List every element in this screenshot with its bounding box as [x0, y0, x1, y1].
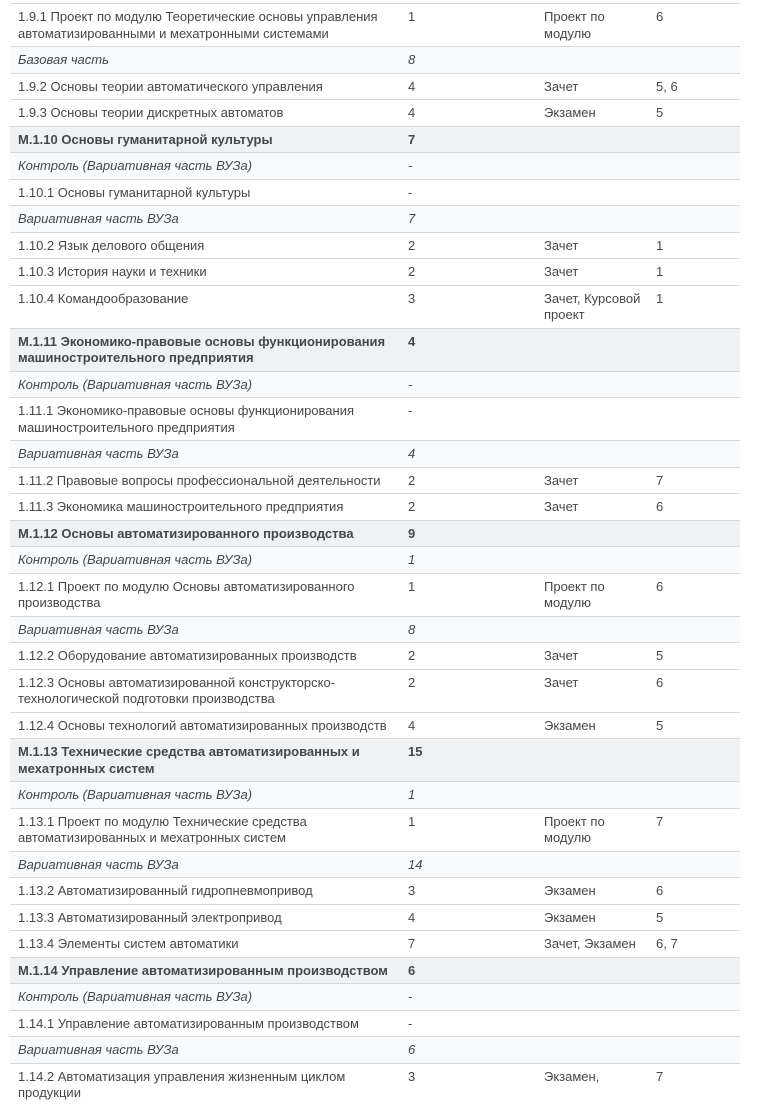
semester-numbers: 6: [656, 674, 664, 690]
course-name: 1.9.3 Основы теории дискретных автоматов: [18, 105, 284, 120]
course-name: Контроль (Вариативная часть ВУЗа): [18, 989, 253, 1004]
assessment-type: [536, 127, 648, 153]
table-row: [10, 616, 740, 643]
credits-value: 6: [408, 1042, 416, 1057]
assessment-type: [536, 782, 648, 808]
table-row: [10, 520, 740, 547]
assessment-type: Проект по модулю: [544, 578, 605, 610]
course-name: 1.13.3 Автоматизированный электропривод: [18, 909, 282, 925]
semester-numbers: [648, 852, 740, 878]
credits-value: 3: [408, 1068, 416, 1084]
course-name: Контроль (Вариативная часть ВУЗа): [18, 158, 253, 173]
table-row: [10, 3, 740, 46]
semester-numbers: 1: [656, 264, 664, 279]
course-name: 1.14.1 Управление автоматизированным производством: [18, 1015, 359, 1031]
semester-numbers: 5: [656, 648, 664, 663]
assessment-type: Зачет: [544, 264, 579, 279]
credits-value: 7: [408, 131, 416, 147]
table-row: [10, 781, 740, 808]
assessment-type: Зачет: [544, 237, 579, 253]
course-name: 1.13.1 Проект по модулю Технические средства автоматизированных и мехатронных систем: [18, 813, 307, 845]
curriculum-table: [10, 3, 740, 1106]
semester-numbers: [648, 958, 740, 984]
credits-value: -: [408, 376, 413, 392]
semester-numbers: [648, 47, 740, 73]
course-name: М.1.13 Технические средства автоматизированных и мехатронных систем: [18, 744, 360, 776]
course-name: М.1.14 Управление автоматизированным производством: [18, 962, 388, 978]
credits-value: -: [408, 403, 413, 418]
assessment-type: [536, 852, 648, 878]
course-name: 1.9.2 Основы теории автоматического управления: [18, 78, 323, 94]
assessment-type: [536, 739, 648, 781]
credits-value: 7: [408, 936, 416, 951]
semester-numbers: [648, 782, 740, 808]
course-name: 1.10.4 Командообразование: [18, 290, 189, 306]
semester-numbers: [648, 329, 740, 371]
course-name: М.1.12 Основы автоматизированного производства: [18, 525, 354, 541]
credits-value: 1: [408, 9, 416, 24]
credits-value: 1: [408, 787, 416, 802]
course-name: М.1.11 Экономико-правовые основы функционирования машиностроительного предприятия: [18, 333, 386, 365]
assessment-type: [536, 521, 648, 547]
course-name: 1.13.2 Автоматизированный гидропневмопривод: [18, 883, 313, 898]
credits-value: 1: [408, 552, 416, 567]
semester-numbers: 6: [656, 499, 664, 514]
credits-value: 2: [408, 472, 416, 488]
course-name: Вариативная часть ВУЗа: [18, 446, 179, 461]
table-row: [10, 877, 740, 904]
credits-value: 1: [408, 813, 416, 829]
table-row: [10, 1063, 740, 1106]
credits-value: 15: [408, 744, 423, 759]
semester-numbers: [648, 153, 740, 179]
course-name: 1.11.1 Экономико-правовые основы функционирования машиностроительного предприятия: [18, 403, 355, 435]
assessment-type: [536, 398, 648, 440]
semester-numbers: 7: [656, 1068, 664, 1084]
semester-numbers: [648, 206, 740, 232]
semester-numbers: 6: [656, 9, 664, 24]
credits-value: 9: [408, 525, 416, 541]
semester-numbers: 5: [656, 909, 664, 925]
table-row: [10, 73, 740, 100]
assessment-type: [536, 153, 648, 179]
assessment-type: Зачет: [544, 499, 579, 514]
table-row: [10, 126, 740, 153]
course-name: Вариативная часть ВУЗа: [18, 1042, 179, 1057]
credits-value: 8: [408, 621, 416, 637]
credits-value: 2: [408, 264, 416, 279]
table-row: [10, 179, 740, 206]
table-row: [10, 669, 740, 712]
assessment-type: Экзамен: [544, 909, 596, 925]
semester-numbers: 6, 7: [656, 936, 678, 951]
credits-value: 2: [408, 499, 416, 514]
semester-numbers: 6: [656, 578, 664, 594]
table-row: [10, 467, 740, 494]
assessment-type: Экзамен,: [544, 1068, 600, 1084]
semester-numbers: [648, 180, 740, 206]
semester-numbers: 5: [656, 717, 664, 733]
course-name: 1.10.2 Язык делового общения: [18, 237, 205, 253]
table-row: [10, 285, 740, 328]
table-row: [10, 440, 740, 467]
table-row: [10, 957, 740, 984]
credits-value: -: [408, 989, 413, 1004]
table-row: [10, 930, 740, 957]
course-name: 1.11.2 Правовые вопросы профессиональной деятельности: [18, 472, 381, 488]
assessment-type: [536, 372, 648, 398]
assessment-type: [536, 1011, 648, 1037]
assessment-type: Зачет: [544, 674, 579, 690]
assessment-type: Зачет: [544, 472, 579, 488]
credits-value: 3: [408, 883, 416, 898]
assessment-type: [536, 180, 648, 206]
table-row: [10, 46, 740, 73]
course-name: 1.12.2 Оборудование автоматизированных производств: [18, 648, 357, 663]
credits-value: 6: [408, 962, 416, 978]
table-row: [10, 328, 740, 371]
assessment-type: [536, 47, 648, 73]
table-row: [10, 808, 740, 851]
credits-value: 2: [408, 674, 416, 690]
table-row: [10, 152, 740, 179]
semester-numbers: [648, 984, 740, 1010]
table-row: [10, 904, 740, 931]
course-name: Базовая часть: [18, 52, 109, 67]
course-name: 1.11.3 Экономика машиностроительного предприятия: [18, 499, 344, 514]
table-row: [10, 546, 740, 573]
table-row: [10, 1036, 740, 1063]
assessment-type: Зачет: [544, 648, 579, 663]
semester-numbers: [648, 1011, 740, 1037]
credits-value: 3: [408, 290, 416, 306]
credits-value: -: [408, 158, 413, 173]
course-name: Контроль (Вариативная часть ВУЗа): [18, 552, 253, 567]
course-name: 1.14.2 Автоматизация управления жизненным циклом продукции: [18, 1068, 346, 1100]
semester-numbers: [648, 739, 740, 781]
assessment-type: Зачет: [544, 78, 579, 94]
credits-value: 4: [408, 333, 416, 349]
assessment-type: [536, 206, 648, 232]
assessment-type: [536, 617, 648, 643]
semester-numbers: [648, 617, 740, 643]
semester-numbers: 5: [656, 105, 664, 120]
course-name: Вариативная часть ВУЗа: [18, 856, 179, 872]
course-name: 1.9.1 Проект по модулю Теоретические основы управления автоматизированными и мехатронными системами: [18, 9, 378, 41]
credits-value: 14: [408, 856, 423, 872]
credits-value: 8: [408, 52, 416, 67]
semester-numbers: [648, 521, 740, 547]
semester-numbers: [648, 127, 740, 153]
assessment-type: Экзамен: [544, 883, 596, 898]
credits-value: 2: [408, 237, 416, 253]
table-row: [10, 397, 740, 440]
semester-numbers: [648, 372, 740, 398]
assessment-type: [536, 984, 648, 1010]
credits-value: 4: [408, 717, 416, 733]
course-name: 1.12.4 Основы технологий автоматизированных производств: [18, 717, 387, 733]
semester-numbers: [648, 398, 740, 440]
course-name: 1.13.4 Элементы систем автоматики: [18, 936, 239, 951]
semester-numbers: [648, 547, 740, 573]
course-name: 1.12.3 Основы автоматизированной конструкторско-технологической подготовки производства: [18, 674, 336, 706]
semester-numbers: [648, 1037, 740, 1063]
table-row: [10, 983, 740, 1010]
assessment-type: Проект по модулю: [544, 813, 605, 845]
credits-value: 7: [408, 211, 416, 226]
table-row: [10, 573, 740, 616]
semester-numbers: 1: [656, 290, 664, 306]
credits-value: 4: [408, 78, 416, 94]
assessment-type: [536, 329, 648, 371]
course-name: Контроль (Вариативная часть ВУЗа): [18, 787, 253, 802]
course-name: 1.10.3 История науки и техники: [18, 264, 207, 279]
course-name: Вариативная часть ВУЗа: [18, 211, 179, 226]
credits-value: 4: [408, 909, 416, 925]
assessment-type: [536, 547, 648, 573]
assessment-type: [536, 1037, 648, 1063]
course-name: М.1.10 Основы гуманитарной культуры: [18, 131, 273, 147]
course-name: 1.10.1 Основы гуманитарной культуры: [18, 184, 251, 200]
table-row: [10, 232, 740, 259]
table-row: [10, 642, 740, 669]
assessment-type: Экзамен: [544, 717, 596, 733]
credits-value: -: [408, 184, 413, 200]
credits-value: 1: [408, 578, 416, 594]
table-row: [10, 851, 740, 878]
course-name: Вариативная часть ВУЗа: [18, 621, 179, 637]
table-row: [10, 1010, 740, 1037]
credits-value: 2: [408, 648, 416, 663]
semester-numbers: 1: [656, 237, 664, 253]
assessment-type: Экзамен: [544, 105, 596, 120]
course-name: 1.12.1 Проект по модулю Основы автоматизированного производства: [18, 578, 355, 610]
semester-numbers: 7: [656, 472, 664, 488]
assessment-type: [536, 958, 648, 984]
assessment-type: Зачет, Курсовой проект: [544, 290, 641, 322]
course-name: Контроль (Вариативная часть ВУЗа): [18, 376, 253, 392]
assessment-type: Зачет, Экзамен: [544, 936, 636, 951]
table-row: [10, 371, 740, 398]
table-row: [10, 205, 740, 232]
semester-numbers: 7: [656, 813, 664, 829]
table-row: [10, 99, 740, 126]
table-row: [10, 712, 740, 739]
assessment-type: [536, 441, 648, 467]
table-row: [10, 258, 740, 285]
semester-numbers: [648, 441, 740, 467]
semester-numbers: 6: [656, 883, 664, 898]
credits-value: 4: [408, 446, 416, 461]
semester-numbers: 5, 6: [656, 78, 678, 94]
credits-value: 4: [408, 105, 416, 120]
table-row: [10, 493, 740, 520]
credits-value: -: [408, 1015, 413, 1031]
table-row: [10, 738, 740, 781]
assessment-type: Проект по модулю: [544, 9, 605, 41]
